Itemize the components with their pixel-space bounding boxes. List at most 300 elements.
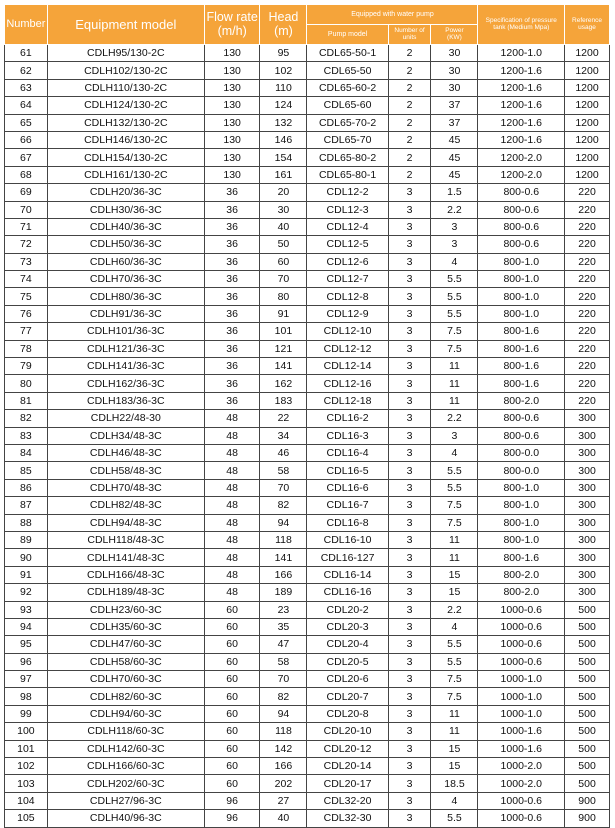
cell-equipment-model: CDLH70/60-3C [47,671,204,688]
cell-power: 4 [431,253,478,270]
cell-tank-spec: 800-1.6 [478,340,565,357]
cell-units: 3 [388,375,431,392]
cell-flow-rate: 130 [204,62,260,79]
cell-equipment-model: CDLH166/60-3C [47,758,204,775]
cell-flow-rate: 36 [204,392,260,409]
cell-number: 67 [5,149,48,166]
cell-number: 102 [5,758,48,775]
cell-flow-rate: 48 [204,410,260,427]
cell-reference-usage: 300 [565,549,610,566]
cell-tank-spec: 800-1.0 [478,497,565,514]
cell-power: 11 [431,705,478,722]
cell-head: 20 [260,184,307,201]
cell-pump-model: CDL16-3 [307,427,388,444]
cell-equipment-model: CDLH162/36-3C [47,375,204,392]
cell-reference-usage: 500 [565,705,610,722]
cell-tank-spec: 800-1.6 [478,323,565,340]
cell-units: 2 [388,114,431,131]
cell-equipment-model: CDLH35/60-3C [47,618,204,635]
cell-flow-rate: 60 [204,688,260,705]
cell-pump-model: CDL20-6 [307,671,388,688]
cell-number: 98 [5,688,48,705]
cell-number: 80 [5,375,48,392]
cell-number: 104 [5,792,48,809]
cell-number: 87 [5,497,48,514]
cell-power: 5.5 [431,288,478,305]
cell-number: 81 [5,392,48,409]
equipment-spec-table [4,4,610,828]
cell-power: 11 [431,392,478,409]
cell-flow-rate: 60 [204,653,260,670]
cell-head: 50 [260,236,307,253]
cell-flow-rate: 130 [204,166,260,183]
cell-tank-spec: 1200-1.6 [478,131,565,148]
cell-number: 77 [5,323,48,340]
cell-units: 3 [388,323,431,340]
cell-units: 2 [388,79,431,96]
cell-power: 2.2 [431,201,478,218]
cell-head: 34 [260,427,307,444]
cell-tank-spec: 800-1.0 [478,253,565,270]
cell-tank-spec: 1000-0.6 [478,601,565,618]
cell-tank-spec: 1000-0.6 [478,636,565,653]
cell-head: 46 [260,444,307,461]
cell-power: 11 [431,723,478,740]
cell-pump-model: CDL12-7 [307,271,388,288]
cell-units: 3 [388,653,431,670]
cell-tank-spec: 800-1.6 [478,549,565,566]
table-row [5,618,610,635]
cell-flow-rate: 130 [204,97,260,114]
cell-units: 3 [388,775,431,792]
cell-equipment-model: CDLH102/130-2C [47,62,204,79]
cell-number: 82 [5,410,48,427]
cell-pump-model: CDL16-7 [307,497,388,514]
cell-reference-usage: 220 [565,253,610,270]
cell-tank-spec: 1000-2.0 [478,775,565,792]
cell-tank-spec: 1000-1.6 [478,723,565,740]
table-row [5,810,610,827]
cell-number: 72 [5,236,48,253]
cell-pump-model: CDL16-4 [307,444,388,461]
cell-head: 30 [260,201,307,218]
cell-reference-usage: 500 [565,723,610,740]
cell-power: 3 [431,427,478,444]
cell-flow-rate: 48 [204,584,260,601]
cell-power: 5.5 [431,462,478,479]
cell-pump-model: CDL65-80-1 [307,166,388,183]
cell-number: 93 [5,601,48,618]
cell-number: 91 [5,566,48,583]
cell-number: 96 [5,653,48,670]
table-row [5,358,610,375]
table-row [5,723,610,740]
cell-reference-usage: 300 [565,584,610,601]
cell-reference-usage: 1200 [565,114,610,131]
cell-tank-spec: 1000-1.0 [478,688,565,705]
cell-head: 189 [260,584,307,601]
cell-number: 69 [5,184,48,201]
cell-flow-rate: 60 [204,705,260,722]
cell-reference-usage: 500 [565,688,610,705]
cell-tank-spec: 800-1.0 [478,271,565,288]
cell-head: 23 [260,601,307,618]
cell-flow-rate: 36 [204,218,260,235]
cell-power: 5.5 [431,810,478,827]
table-row [5,549,610,566]
cell-number: 65 [5,114,48,131]
table-row [5,131,610,148]
cell-head: 146 [260,131,307,148]
cell-flow-rate: 60 [204,723,260,740]
cell-equipment-model: CDLH141/48-3C [47,549,204,566]
cell-power: 45 [431,166,478,183]
cell-power: 1.5 [431,184,478,201]
cell-equipment-model: CDLH40/96-3C [47,810,204,827]
cell-pump-model: CDL20-2 [307,601,388,618]
cell-reference-usage: 220 [565,218,610,235]
cell-power: 11 [431,549,478,566]
cell-power: 5.5 [431,271,478,288]
cell-tank-spec: 800-0.6 [478,201,565,218]
cell-tank-spec: 800-0.6 [478,218,565,235]
cell-units: 3 [388,410,431,427]
cell-flow-rate: 60 [204,636,260,653]
cell-equipment-model: CDLH132/130-2C [47,114,204,131]
cell-flow-rate: 60 [204,671,260,688]
cell-equipment-model: CDLH161/130-2C [47,166,204,183]
cell-reference-usage: 500 [565,653,610,670]
cell-head: 132 [260,114,307,131]
cell-pump-model: CDL65-60-2 [307,79,388,96]
cell-units: 3 [388,636,431,653]
cell-reference-usage: 300 [565,410,610,427]
cell-pump-model: CDL16-5 [307,462,388,479]
cell-head: 95 [260,45,307,62]
cell-reference-usage: 1200 [565,79,610,96]
cell-power: 7.5 [431,671,478,688]
cell-pump-model: CDL16-6 [307,479,388,496]
cell-tank-spec: 1000-0.6 [478,810,565,827]
cell-power: 30 [431,62,478,79]
table-row [5,531,610,548]
cell-equipment-model: CDLH183/36-3C [47,392,204,409]
header-power: Power (KW) [431,25,478,45]
cell-reference-usage: 300 [565,479,610,496]
table-row [5,584,610,601]
cell-units: 2 [388,149,431,166]
cell-number: 83 [5,427,48,444]
cell-number: 71 [5,218,48,235]
table-row [5,601,610,618]
cell-tank-spec: 1000-0.6 [478,792,565,809]
cell-head: 27 [260,792,307,809]
cell-equipment-model: CDLH166/48-3C [47,566,204,583]
header-pump-model: Pump model [307,25,388,45]
cell-equipment-model: CDLH23/60-3C [47,601,204,618]
cell-power: 45 [431,131,478,148]
cell-power: 7.5 [431,497,478,514]
cell-power: 4 [431,444,478,461]
cell-number: 88 [5,514,48,531]
cell-pump-model: CDL65-70 [307,131,388,148]
cell-reference-usage: 1200 [565,149,610,166]
cell-number: 61 [5,45,48,62]
cell-equipment-model: CDLH60/36-3C [47,253,204,270]
cell-flow-rate: 130 [204,45,260,62]
cell-reference-usage: 1200 [565,166,610,183]
cell-reference-usage: 220 [565,236,610,253]
cell-tank-spec: 800-1.0 [478,305,565,322]
cell-power: 37 [431,97,478,114]
table-row [5,758,610,775]
cell-equipment-model: CDLH202/60-3C [47,775,204,792]
cell-units: 3 [388,810,431,827]
cell-tank-spec: 1000-0.6 [478,653,565,670]
cell-equipment-model: CDLH95/130-2C [47,45,204,62]
cell-head: 70 [260,671,307,688]
table-row [5,288,610,305]
cell-reference-usage: 500 [565,758,610,775]
cell-pump-model: CDL20-4 [307,636,388,653]
cell-head: 110 [260,79,307,96]
table-row [5,462,610,479]
header-equipment-model: Equipment model [47,5,204,45]
cell-number: 76 [5,305,48,322]
cell-equipment-model: CDLH34/48-3C [47,427,204,444]
cell-pump-model: CDL12-2 [307,184,388,201]
cell-head: 91 [260,305,307,322]
cell-power: 3 [431,218,478,235]
cell-pump-model: CDL65-80-2 [307,149,388,166]
cell-pump-model: CDL20-17 [307,775,388,792]
cell-equipment-model: CDLH82/60-3C [47,688,204,705]
cell-equipment-model: CDLH30/36-3C [47,201,204,218]
cell-equipment-model: CDLH146/130-2C [47,131,204,148]
cell-number: 97 [5,671,48,688]
cell-flow-rate: 96 [204,792,260,809]
cell-units: 3 [388,618,431,635]
cell-equipment-model: CDLH70/36-3C [47,271,204,288]
cell-equipment-model: CDLH118/60-3C [47,723,204,740]
cell-number: 78 [5,340,48,357]
cell-tank-spec: 800-0.6 [478,427,565,444]
cell-power: 11 [431,358,478,375]
cell-power: 5.5 [431,636,478,653]
table-row [5,62,610,79]
cell-head: 102 [260,62,307,79]
cell-units: 3 [388,358,431,375]
cell-pump-model: CDL32-20 [307,792,388,809]
cell-units: 2 [388,45,431,62]
cell-reference-usage: 220 [565,288,610,305]
cell-reference-usage: 300 [565,444,610,461]
cell-tank-spec: 800-0.0 [478,462,565,479]
cell-pump-model: CDL20-8 [307,705,388,722]
cell-head: 82 [260,688,307,705]
cell-tank-spec: 1000-0.6 [478,618,565,635]
cell-reference-usage: 220 [565,201,610,218]
cell-pump-model: CDL12-14 [307,358,388,375]
cell-power: 7.5 [431,323,478,340]
table-row [5,566,610,583]
cell-equipment-model: CDLH47/60-3C [47,636,204,653]
cell-flow-rate: 36 [204,375,260,392]
cell-units: 3 [388,705,431,722]
table-body [5,45,610,828]
cell-units: 3 [388,218,431,235]
cell-number: 95 [5,636,48,653]
cell-flow-rate: 36 [204,340,260,357]
cell-pump-model: CDL20-3 [307,618,388,635]
cell-tank-spec: 800-0.6 [478,410,565,427]
cell-power: 2.2 [431,410,478,427]
cell-reference-usage: 220 [565,392,610,409]
cell-pump-model: CDL20-10 [307,723,388,740]
cell-units: 3 [388,288,431,305]
cell-number: 90 [5,549,48,566]
cell-tank-spec: 1200-2.0 [478,149,565,166]
cell-reference-usage: 220 [565,305,610,322]
cell-head: 202 [260,775,307,792]
cell-equipment-model: CDLH154/130-2C [47,149,204,166]
cell-reference-usage: 1200 [565,131,610,148]
cell-flow-rate: 36 [204,236,260,253]
cell-number: 63 [5,79,48,96]
cell-power: 45 [431,149,478,166]
spec-table-container [4,4,610,828]
cell-head: 124 [260,97,307,114]
cell-head: 22 [260,410,307,427]
cell-pump-model: CDL12-10 [307,323,388,340]
cell-flow-rate: 36 [204,201,260,218]
cell-flow-rate: 60 [204,740,260,757]
table-row [5,218,610,235]
cell-tank-spec: 800-2.0 [478,584,565,601]
cell-flow-rate: 48 [204,444,260,461]
cell-reference-usage: 500 [565,601,610,618]
cell-equipment-model: CDLH141/36-3C [47,358,204,375]
cell-flow-rate: 48 [204,479,260,496]
table-row [5,79,610,96]
header-reference-usage: Reference usage [565,5,610,45]
cell-tank-spec: 800-2.0 [478,392,565,409]
cell-head: 70 [260,271,307,288]
cell-pump-model: CDL32-30 [307,810,388,827]
table-row [5,253,610,270]
cell-number: 101 [5,740,48,757]
cell-equipment-model: CDLH27/96-3C [47,792,204,809]
cell-number: 79 [5,358,48,375]
cell-power: 5.5 [431,305,478,322]
table-row [5,149,610,166]
cell-pump-model: CDL12-6 [307,253,388,270]
cell-pump-model: CDL12-16 [307,375,388,392]
cell-units: 3 [388,253,431,270]
cell-reference-usage: 1200 [565,62,610,79]
table-row [5,184,610,201]
cell-number: 64 [5,97,48,114]
table-row [5,410,610,427]
cell-head: 166 [260,566,307,583]
cell-units: 3 [388,271,431,288]
cell-equipment-model: CDLH58/60-3C [47,653,204,670]
cell-power: 7.5 [431,688,478,705]
cell-pump-model: CDL20-14 [307,758,388,775]
cell-number: 99 [5,705,48,722]
cell-units: 3 [388,740,431,757]
cell-flow-rate: 48 [204,462,260,479]
cell-head: 141 [260,549,307,566]
cell-equipment-model: CDLH91/36-3C [47,305,204,322]
cell-pump-model: CDL12-4 [307,218,388,235]
table-row [5,236,610,253]
cell-tank-spec: 1000-1.0 [478,671,565,688]
cell-pump-model: CDL65-60 [307,97,388,114]
cell-equipment-model: CDLH94/48-3C [47,514,204,531]
table-row [5,705,610,722]
table-row [5,497,610,514]
cell-equipment-model: CDLH121/36-3C [47,340,204,357]
cell-tank-spec: 800-2.0 [478,566,565,583]
cell-power: 4 [431,618,478,635]
cell-reference-usage: 300 [565,514,610,531]
cell-tank-spec: 800-0.6 [478,184,565,201]
cell-reference-usage: 500 [565,740,610,757]
table-row [5,97,610,114]
cell-reference-usage: 500 [565,636,610,653]
cell-head: 40 [260,810,307,827]
table-row [5,671,610,688]
cell-head: 142 [260,740,307,757]
cell-flow-rate: 130 [204,131,260,148]
cell-number: 94 [5,618,48,635]
cell-head: 60 [260,253,307,270]
cell-power: 2.2 [431,601,478,618]
cell-head: 70 [260,479,307,496]
cell-units: 2 [388,166,431,183]
cell-power: 15 [431,740,478,757]
cell-tank-spec: 1200-2.0 [478,166,565,183]
cell-tank-spec: 800-1.6 [478,358,565,375]
cell-pump-model: CDL16-14 [307,566,388,583]
cell-equipment-model: CDLH110/130-2C [47,79,204,96]
cell-head: 80 [260,288,307,305]
cell-power: 15 [431,566,478,583]
table-row [5,688,610,705]
cell-equipment-model: CDLH50/36-3C [47,236,204,253]
cell-pump-model: CDL12-8 [307,288,388,305]
cell-units: 3 [388,514,431,531]
cell-flow-rate: 48 [204,531,260,548]
cell-pump-model: CDL16-127 [307,549,388,566]
cell-units: 3 [388,671,431,688]
cell-equipment-model: CDLH80/36-3C [47,288,204,305]
cell-reference-usage: 1200 [565,97,610,114]
cell-number: 84 [5,444,48,461]
cell-number: 85 [5,462,48,479]
cell-tank-spec: 1000-1.6 [478,740,565,757]
cell-power: 11 [431,375,478,392]
cell-units: 3 [388,201,431,218]
cell-power: 5.5 [431,479,478,496]
cell-pump-model: CDL65-50-1 [307,45,388,62]
cell-units: 3 [388,305,431,322]
cell-head: 47 [260,636,307,653]
cell-head: 166 [260,758,307,775]
cell-equipment-model: CDLH101/36-3C [47,323,204,340]
cell-power: 5.5 [431,653,478,670]
